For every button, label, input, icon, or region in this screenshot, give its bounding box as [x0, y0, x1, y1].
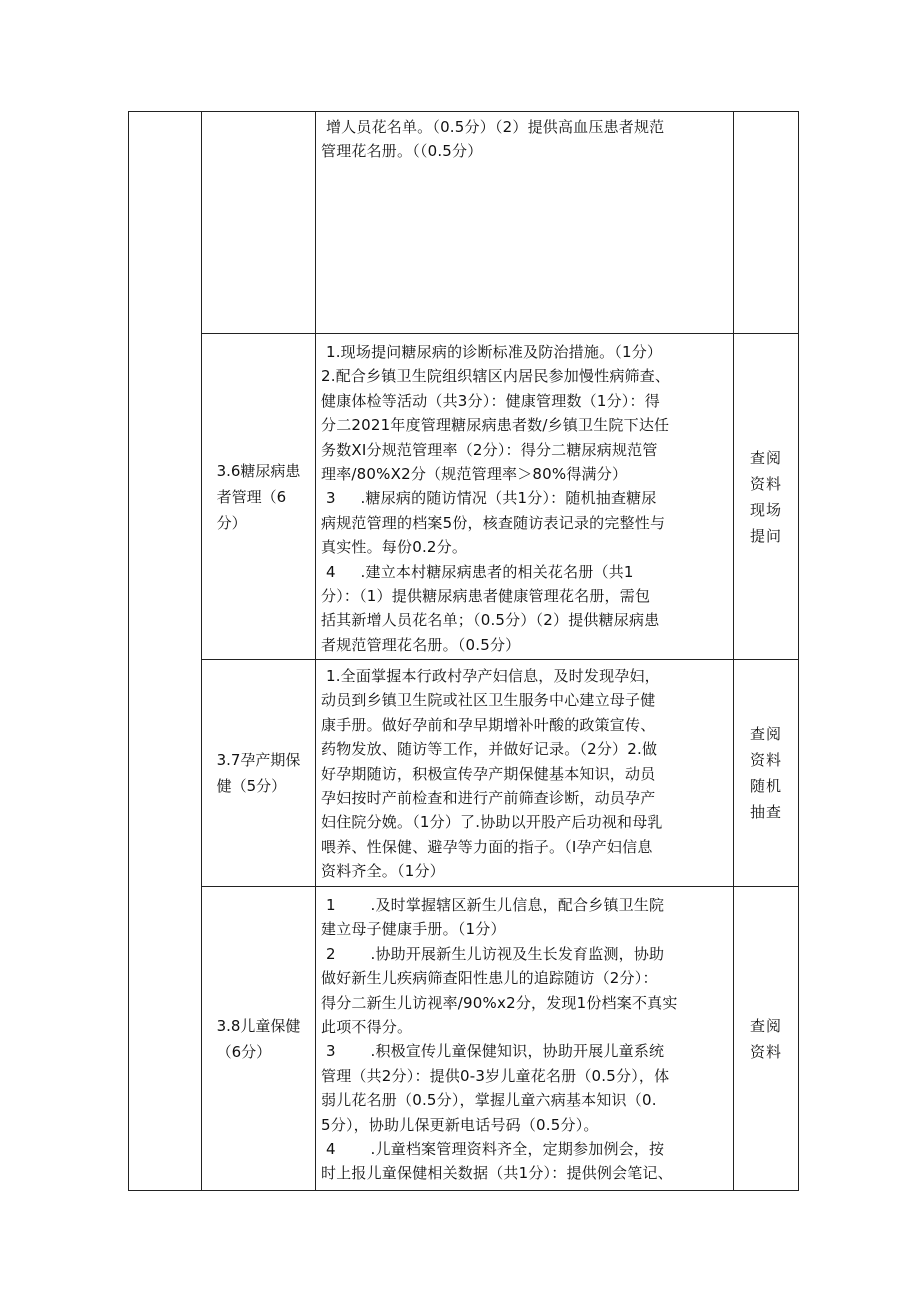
table-cell-content: 1 .及时掌握辖区新生儿信息，配合乡镇卫生院 建立母子健康手册。（1分） 2 .协助开展新生儿访视及生长发育监测，协助 做好新生儿疾病筛查阳性患儿的追踪随访（2分）： 得分二新生儿访视率/90%x2分，发现1份档案不真实 此项不得分。 3 .积极宣传儿童保健知识，协助开展儿童系统 管理（共2分）：提供0-3岁儿童花名册（0.5分），体 弱儿花名册（0.5分），掌握儿童六病基本知识（0. 5分），协助儿保更新电话号码（0.5分）。 4 .儿童档案管理资料齐全，定期参加例会，按 时上报儿童保健相关数据（共1分）：提供例会笔记、	[321, 896, 678, 1183]
table-cell-content: 1.现场提问糖尿病的诊断标准及防治措施。（1分） 2.配合乡镇卫生院组织辖区内居民参加慢性病筛查、 健康体检等活动（共3分）：健康管理数（1分）：得 分二2021年度管理糖尿病患者数/乡镇卫生院下达任 务数XI分规范管理率（2分）：得分二糖尿病规范管 理率/80%X2分（规范管理率＞80%得满分） 3 .糖尿病的随访情况（共1分）：随机抽查糖尿 病规范管理的档案5份，核查随访表记录的完整性与 真实性。每份0.2分。 4 .建立本村糖尿病患者的相关花名册（共1 分）：（1）提供糖尿病患者健康管理花名册，需包 括其新增人员花名单；（0.5分）（2）提供糖尿病患 者规范管理花名册。（0.5分）	[321, 343, 671, 654]
table-cell-content: 增人员花名单。（0.5分）（2）提供高血压患者规范 管理花名册。（（0.5分）	[321, 118, 665, 161]
table-cell-method	[734, 334, 798, 659]
method-text: 查阅 资料 现场 提问	[749, 448, 782, 545]
table-cell-item-name	[202, 334, 315, 659]
table-cell-content: 1.全面掌握本行政村孕产妇信息，及时发现孕妇， 动员到乡镇卫生院或社区卫生服务中心建立母子健 康手册。做好孕前和孕早期增补叶酸的政策宣传、 药物发放、随访等工作，并做好记录。（2分）2.做 好孕期随访，积极宣传孕产期保健基本知识，动员 孕妇按时产前检查和进行产前筛查诊断，动员孕产 妇住院分娩。（1分）了.协助以开股产后功视和母乳 喂养、性保健、避孕等力面的指子。（I孕产妇信息 资料齐全。（1分）	[321, 667, 663, 881]
table-border-right	[798, 111, 799, 1191]
table-border-bottom	[128, 1190, 799, 1191]
method-text: 查阅 资料 随机 抽查	[749, 725, 782, 821]
method-text: 查阅 资料	[749, 1016, 782, 1061]
table-cell-item-name	[202, 660, 315, 886]
item-name-text: 3.6糖尿病患 者管理（6 分）	[216, 461, 301, 532]
item-name-text: 3.7孕产期保 健（5分）	[216, 751, 301, 795]
table-cell-method	[734, 887, 798, 1190]
table-cell-item-name	[202, 887, 315, 1190]
item-name-text: 3.8儿童保健 （6分）	[216, 1016, 301, 1061]
table-border-left	[128, 111, 129, 1191]
table-cell-method	[734, 660, 798, 886]
